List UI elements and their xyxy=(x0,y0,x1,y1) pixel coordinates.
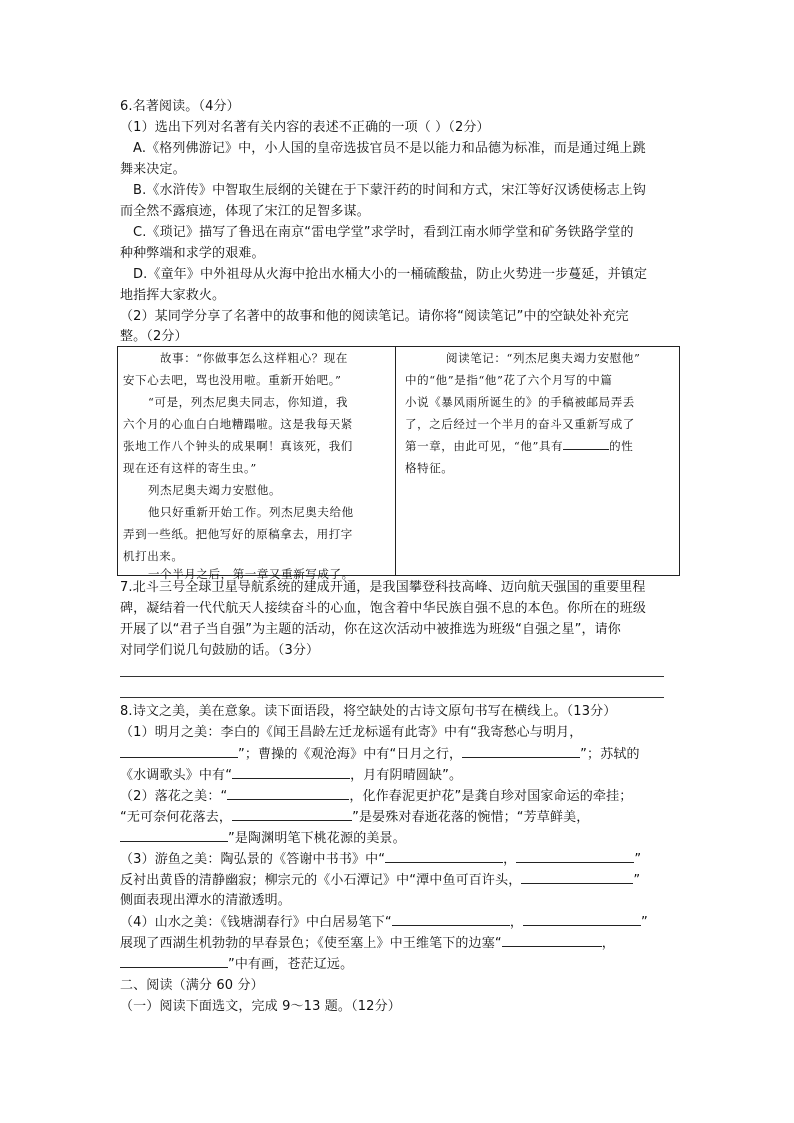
q8-item1-line3 xyxy=(120,765,680,786)
note-text: 的性 xyxy=(609,439,634,453)
answer-blank[interactable] xyxy=(232,807,352,821)
story-line: 故事：“你做事怎么这样粗心？现在 xyxy=(160,351,348,365)
note-line: 阅读笔记：“列杰尼奥夫竭力安慰他” xyxy=(446,351,641,365)
q8-text: ” xyxy=(634,852,642,867)
answer-blank[interactable] xyxy=(521,870,633,884)
q8-item1-line2 xyxy=(120,744,680,765)
story-line: 他只好重新开始工作。列杰尼奥夫给他 xyxy=(148,505,354,519)
q8-item2-line3 xyxy=(120,828,680,849)
q8-item3 xyxy=(120,849,680,870)
answer-blank[interactable] xyxy=(516,849,634,863)
q8-text: 《水调歌头》中有“ xyxy=(120,768,233,783)
q8-text: （4）山水之美：《钱塘湖春行》中白居易笔下“ xyxy=(120,915,392,930)
note-text: 第一章，由此可见，“他”具有 xyxy=(405,439,564,453)
answer-blank[interactable] xyxy=(232,765,350,779)
note-line: 小说《暴风雨所诞生的》的手稿被邮局弄丢 xyxy=(405,395,635,409)
q8-text: ，化作春泥更护花”是龚自珍对国家命运的牵挂； xyxy=(349,789,633,804)
answer-blank[interactable] xyxy=(227,786,349,800)
q6-option-a: A.《格列佛游记》中，小人国的皇帝选拔官员不是以能力和品德为标准，而是通过绳上跳 xyxy=(133,141,646,156)
q8-text: “无可奈何花落去， xyxy=(120,810,233,825)
answer-blank[interactable] xyxy=(120,744,238,758)
q8-text: ”是陶渊明笔下桃花源的美景。 xyxy=(228,831,406,846)
q8-text: ”；曹操的《观沧海》中有“日月之行， xyxy=(238,747,463,762)
q7-line: 开展了以“君子当自强”为主题的活动，你在这次活动中被推选为班级“自强之星”，请你 xyxy=(120,622,621,637)
section2-subtitle: （一）阅读下面选文，完成 9～13 题。（12分） xyxy=(120,999,401,1014)
q8-item3-line2 xyxy=(120,870,680,891)
story-line: 六个月的心血白白地糟蹋啦。这是我每天紧 xyxy=(123,417,353,431)
q6-option-b: B.《水浒传》中智取生辰纲的关键在于下蒙汗药的时间和方式，宋江等好汉诱使杨志上钩 xyxy=(133,183,647,198)
q8-text: ， xyxy=(509,915,523,930)
q6-sub2: （2）某同学分享了名著中的故事和他的阅读笔记。请你将“阅读笔记”中的空缺处补充完 xyxy=(120,309,629,324)
story-line: 列杰尼奥夫竭力安慰他。 xyxy=(148,483,282,497)
q8-item4 xyxy=(120,912,680,933)
q8-text: ，月有阴晴圆缺”。 xyxy=(350,768,463,783)
q6-option-a-cont: 舞来决定。 xyxy=(120,162,186,177)
answer-line[interactable] xyxy=(120,697,664,698)
q8-text: ”中有画，苍茫辽远。 xyxy=(228,957,354,972)
note-line: 了，之后经过一个半月的奋斗又重新写成了 xyxy=(405,417,635,431)
note-line: 格特征。 xyxy=(405,461,454,475)
q8-item2 xyxy=(120,786,680,807)
q8-text: ， xyxy=(503,852,517,867)
q8-item2-line2 xyxy=(120,807,680,828)
q8-text: 反衬出黄昏的清静幽寂；柳宗元的《小石潭记》中“潭中鱼可百许头， xyxy=(120,873,522,888)
q6-sub2-cont: 整。（2分） xyxy=(120,329,188,344)
q6-option-c-cont: 种种弊端和求学的艰难。 xyxy=(120,246,265,261)
q8-item4-line2 xyxy=(120,933,680,954)
story-line: “可是，列杰尼奥夫同志，你知道，我 xyxy=(148,395,349,409)
q8-item3-line3: 侧面表现出潭水的清澈透明。 xyxy=(120,893,291,908)
answer-blank[interactable] xyxy=(385,849,503,863)
answer-blank[interactable] xyxy=(523,912,641,926)
note-line: 中的“他”是指“他”花了六个月写的中篇 xyxy=(405,373,613,387)
answer-blank[interactable] xyxy=(563,436,609,450)
answer-blank[interactable] xyxy=(120,828,228,842)
story-line: 张地工作八个钟头的成果啊！真该死，我们 xyxy=(123,439,353,453)
q8-text: 展现了西湖生机勃勃的早春景色；《使至塞上》中王维笔下的边塞“ xyxy=(120,936,502,951)
q6-sub1: （1）选出下列对名著有关内容的表述不正确的一项（ ）（2分） xyxy=(120,120,490,135)
story-line: 机打出来。 xyxy=(123,549,184,563)
answer-blank[interactable] xyxy=(120,954,228,968)
story-line: 弄到一些纸。把他写好的原稿拿去，用打字 xyxy=(123,527,353,541)
q8-text: ”；苏轼的 xyxy=(580,747,640,762)
story-line: 安下心去吧，骂也没用啦。重新开始吧。” xyxy=(123,373,342,387)
q8-text: ”是晏殊对春逝花落的惋惜；“芳草鲜美， xyxy=(352,810,590,825)
answer-blank[interactable] xyxy=(502,933,602,947)
q7-line: 7.北斗三号全球卫星导航系统的建成开通，是我国攀登科技高峰、迈向航天强国的重要里程 xyxy=(120,580,646,595)
table-divider xyxy=(395,347,396,575)
q7-line: 对同学们说几句鼓励的话。（3分） xyxy=(120,643,320,658)
answer-line[interactable] xyxy=(120,676,664,677)
answer-blank[interactable] xyxy=(392,912,510,926)
q6-option-c: C.《琐记》描写了鲁迅在南京“雷电学堂”求学时，看到江南水师学堂和矿务铁路学堂的 xyxy=(133,225,634,240)
answer-blank[interactable] xyxy=(462,744,580,758)
q8-text: ” xyxy=(633,873,641,888)
story-line: 一个半月之后，第一章又重新写成了。 xyxy=(148,567,354,581)
section2-title: 二、阅读（满分 60 分） xyxy=(120,978,264,993)
q8-text: （3）游鱼之美：陶弘景的《答谢中书书》中“ xyxy=(120,852,386,867)
note-line xyxy=(405,435,633,457)
q6-option-d-cont: 地指挥大家救火。 xyxy=(120,288,226,303)
q6-option-d: D.《童年》中外祖母从火海中抢出水桶大小的一桶硫酸盐，防止火势进一步蔓延，并镇定 xyxy=(133,267,648,282)
q8-text: ” xyxy=(640,915,648,930)
reading-note-table xyxy=(117,346,680,581)
q8-text: （2）落花之美：“ xyxy=(120,789,228,804)
q8-title: 8.诗文之美，美在意象。读下面语段，将空缺处的古诗文原句书写在横线上。（13分） xyxy=(120,704,617,719)
q8-item4-line3 xyxy=(120,954,680,975)
q6-title: 6.名著阅读。（4分） xyxy=(120,99,240,114)
q8-item1: （1）明月之美：李白的《闻王昌龄左迁龙标遥有此寄》中有“我寄愁心与明月， xyxy=(120,725,583,740)
q8-text: ， xyxy=(601,936,615,951)
q7-line: 碑，凝结着一代代航天人接续奋斗的心血，饱含着中华民族自强不息的本色。你所在的班级 xyxy=(120,601,647,616)
q6-option-b-cont: 而全然不露痕迹，体现了宋江的足智多谋。 xyxy=(120,204,370,219)
story-line: 现在还有这样的寄生虫。” xyxy=(123,461,257,475)
